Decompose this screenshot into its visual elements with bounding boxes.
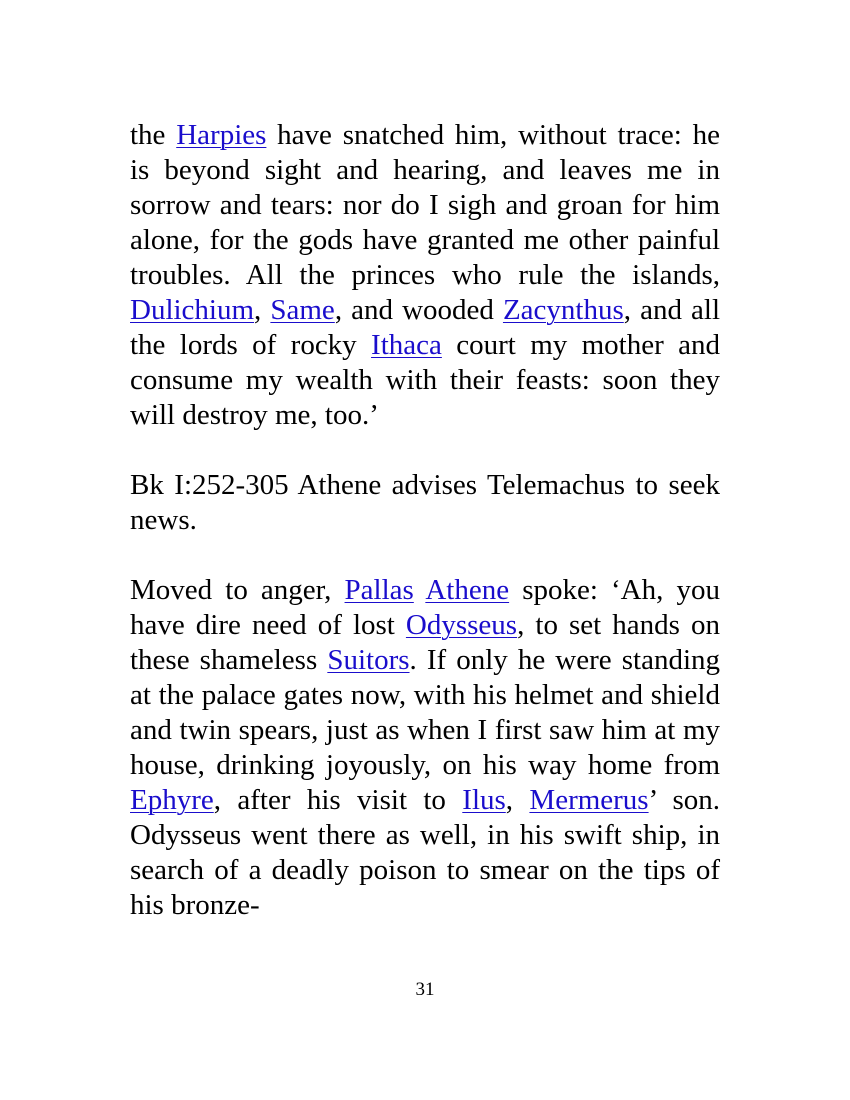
text-run: , after his visit to <box>213 784 463 816</box>
text-run: Moved to anger, <box>130 574 345 606</box>
text-run: ’ son. Odysseus went there as well, in his swift ship, in search of a deadly poison to smear on the tips of his bronze- <box>130 784 720 921</box>
text-run: . If only he were standing at the palace gates now, with his helmet and shield and twin spears, just as when I first saw him at my house, drinking joyously, on his way home from <box>130 644 721 781</box>
text-run: , to set hands on these shameless <box>130 609 720 676</box>
paragraph-telemachus-lament <box>130 118 720 433</box>
link-pallas[interactable]: Pallas <box>344 574 414 606</box>
section-heading <box>130 468 720 538</box>
text-run <box>414 574 426 606</box>
link-mermerus[interactable]: Mermerus <box>529 784 649 816</box>
text-run: the <box>130 119 177 151</box>
link-same[interactable]: Same <box>270 294 335 326</box>
text-run: spoke: ‘Ah, you have dire need of lost <box>130 574 720 641</box>
text-run: , <box>254 294 271 326</box>
link-athene[interactable]: Athene <box>425 574 510 606</box>
text-run: , and wooded <box>334 294 503 326</box>
link-ithaca[interactable]: Ithaca <box>371 329 442 361</box>
link-suitors[interactable]: Suitors <box>327 644 410 676</box>
link-ephyre[interactable]: Ephyre <box>130 784 214 816</box>
page-number: 31 <box>415 979 435 1000</box>
link-odysseus[interactable]: Odysseus <box>405 609 518 641</box>
text-run: , and all the lords of rocky <box>130 294 721 361</box>
heading-text: Bk I:252-305 Athene advises Telemachus to seek news. <box>130 469 720 536</box>
link-zacynthus[interactable]: Zacynthus <box>502 294 624 326</box>
link-ilus[interactable]: Ilus <box>462 784 506 816</box>
text-run: , <box>505 784 530 816</box>
text-run: have snatched him, without trace: he is beyond sight and hearing, and leaves me in sorrow and tears: nor do I sigh and groan for him alone, for the gods have granted me other painful troubles. All the princes who rule the islands, <box>130 119 721 291</box>
link-dulichium[interactable]: Dulichium <box>130 294 255 326</box>
paragraph-athene-speech <box>130 573 720 923</box>
text-run: court my mother and consume my wealth with their feasts: soon they will destroy me, too.’ <box>130 329 720 431</box>
link-harpies[interactable]: Harpies <box>176 119 267 151</box>
page-body <box>130 118 720 923</box>
